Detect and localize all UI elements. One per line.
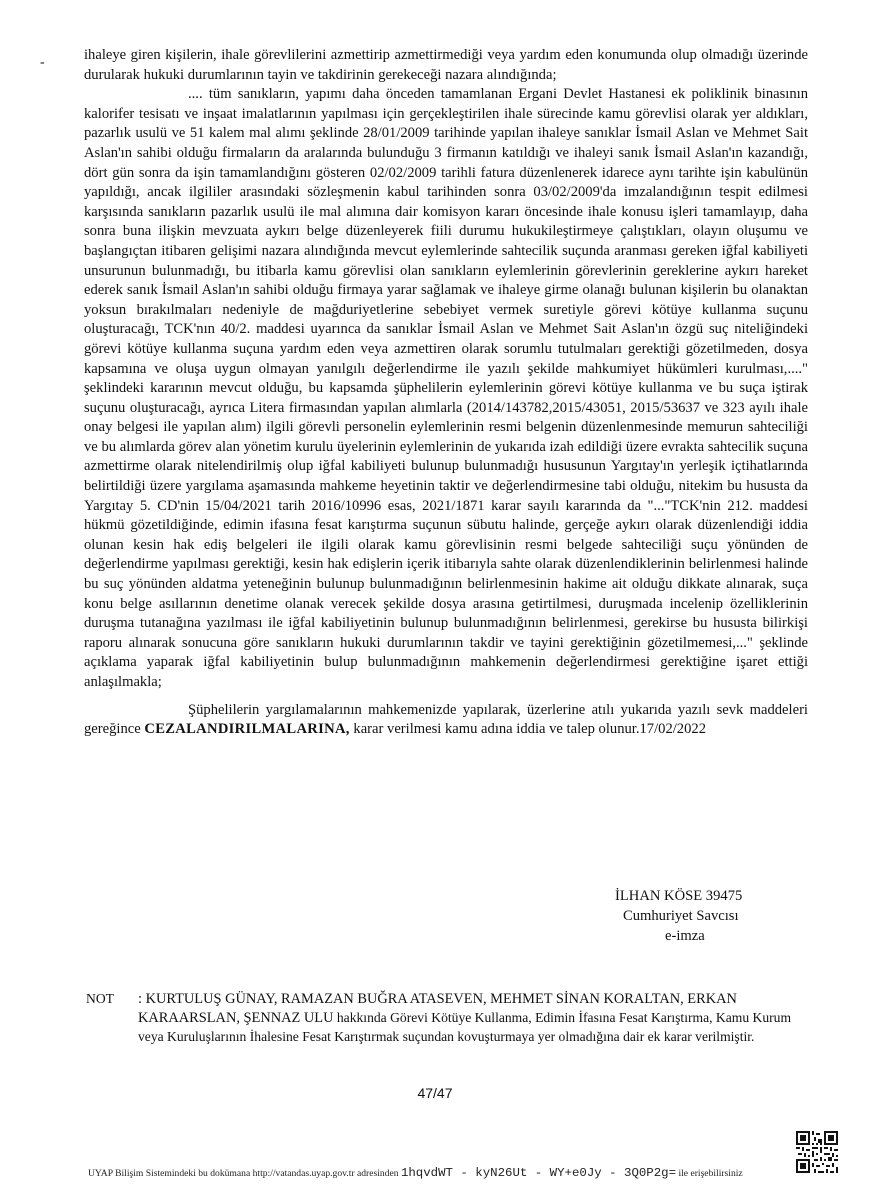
note-text: [138, 990, 810, 1045]
note-body: hakkında Görevi Kötüye Kullanma, Edimin İfasına Fesat Karıştırma, Kamu Kurum veya Kuruluşlarının İhalesine Fesat Karıştırmak suçundan kovuşturmaya yer olmadığına dair ek karar verilmiştir.: [138, 1009, 792, 1044]
margin-mark: -: [40, 55, 45, 70]
document-body: [84, 46, 808, 740]
note-label: NOT: [86, 991, 114, 1006]
page-number: 47/47: [417, 1085, 453, 1101]
closing-text-after: karar verilmesi kamu adına iddia ve talep olunur.17/02/2022: [349, 721, 706, 738]
signature-method: e-imza: [665, 928, 705, 944]
footer-prefix: UYAP Bilişim Sistemindeki bu dokümana http://vatandas.uyap.gov.tr adresinden: [88, 1168, 399, 1179]
prosecutor-title: Cumhuriyet Savcısı: [623, 908, 739, 924]
footer-verification: [88, 1166, 848, 1180]
paragraph-2: .... tüm sanıkların, yapımı daha önceden tamamlanan Ergani Devlet Hastanesi ek poliklinik binasının kalorifer tesisatı ve inşaat imalatlarının yapılması için gerçekleştirilen ihale sürecinde kamu görevlisi olarak yer aldıkları, pazarlık usulü ve 51 kalem mal alımı şeklinde 28/01/2009 tarihinde yapılan ihaleye sanıklar İsmail Aslan ve Mehmet Sait Aslan'ın sahibi olduğu firmaların da aralarında bulunduğu 3 firmanın katıldığı ve ihaleyi sanık İsmail Aslan'ın kazandığı, dört gün sonra da işin tamamlandığını gösteren 02/02/2009 tarihli fatura düzenlenerek idarece aynı tarihte işin kabulünün yapıldığı, ancak ilgililer arasındaki sözleşmenin kabul tarihinden sonra 03/02/2009'da imzalandığının tespit edilmesi karşısında sanıkların pazarlık usulü ile mal alımına dair komisyon kararı öncesinde ihale konusu işleri tamamlayıp, daha sonra buna ilişkin mevzuata aykırı belge düzenleyerek fiili durumu hukukileştirmeye çalıştıkları, olayın oluşumu ve başlangıçtan itibaren gelişimi nazara alındığında mevcut eylemlerinde sahtecilik suçunda aranması gereken iğfal kabiliyeti unsurunun bulunmadığı, bu itibarla kamu görevlisi olan sanıkların eylemlerinin görevlerinin gereklerine aykırı hareket ederek sanık İsmail Aslan'ın sahibi olduğu firmaya yarar sağlamak ve ihaleye girme olanağı bulunan kişilerin bu olanaktan yoksun bırakılmaları nedeniyle de mağduriyetlerine sebebiyet vermek suretiyle görevi kötüye kullanma suçunu oluşturacağı, TCK'nın 40/2. maddesi uyarınca da sanıklar İsmail Aslan ve Mehmet Sait Aslan'ın özgü suç niteliğindeki görevi kötüye kullanma suçuna yardım eden veya azmettiren olarak sorumlu tutulmaları gerektiği gözetilmeden, dosya kapsamına ve oluşa uygun olmayan yanılgılı değerlendirme ile yazılı şekilde mahkumiyet hükümleri kurulması,...." şeklindeki kararının mevcut olduğu, bu kapsamda şüphelilerin eylemlerinin görevi kötüye kullanma ve bu suça iştirak suçunu oluşturacağı, ayrıca Litera firmasından yapılan alımlarla (2014/143782,2015/43051, 2015/53637 ve 323 ayılı ihale onay belgesi ile yapılan alım) ilgili görevli personelin eylemlerinin resmi belgenin düzenlenmesinde memurun sahteciliği ve bu alımlarda görev alan yönetim kurulu üyelerinin eylemlerinin de yukarıda izah edildiği üzere evrakta sahtecilik suçuna azmettirme olarak nitelendirilmiş olup iğfal kabiliyeti bulunup bulunmadığı hususunun Yargıtay'ın yerleşik içtihatlarında belirtildiği üzere yargılama aşamasında mahkeme heyetinin taktir ve değerlendirmesine tabi olduğu, nitekim bu hususta da Yargıtay 5. CD'nin 15/04/2021 tarih 2016/10996 esas, 2021/1871 karar sayılı kararında da "..."TCK'nin 212. maddesi hükmü gözetildiğinde, edimin ifasına fesat karıştırma suçunun sübutu halinde, gerçeğe aykırı olarak düzenlendiği iddia olunan kesin hak ediş belgeleri ile ilgili olarak kamu görevlisinin resmi belgede sahteciliği suçu yönünden de değerlendirme yapılması gerektiği, kesin hak edişlerin içerik itibarıyla sahte olarak düzenlendiklerinin belirlenmesi halinde bu suç yönünden aldatma yeteneğinin bulunup bulunmadığının belirlenmesinin hakime ait olduğu dikkate alınarak, suça konu belge asıllarının denetime olanak verecek şekilde dosya arasına getirtilmesi, duruşmada incelenip özelliklerinin duruşma tutanağına yazılması ile iğfal kabiliyetinin bulunup bulunmadığının belirlenmesi, gerekirse bu hususta bilirkişi raporu alınarak sonucuna göre sanıkların hukuki durumlarının takdir ve tayini gerektiğinin gözetilmemesi,..." şeklinde açıklama yaparak iğfal kabiliyetinin bulup bulunmadığının mahkemenin değerlendirmesi gerektiğine işaret ettiği anlaşılmakla;: [84, 86, 808, 690]
signature-block: [615, 886, 785, 946]
note-names: : KURTULUŞ GÜNAY, RAMAZAN BUĞRA ATASEVEN, MEHMET SİNAN KORALTAN, ERKAN KARAARSLAN, ŞENNAZ ULU: [138, 991, 737, 1026]
closing-emphasis: CEZALANDIRILMALARINA,: [144, 721, 350, 738]
closing-paragraph: [84, 701, 808, 740]
paragraph-1: ihaleye giren kişilerin, ihale görevlilerini azmettirip azmettirmediği veya yardım eden konumunda olup olmadığı üzerinde durularak hukuki durumlarının tayin ve takdirinin gerekeceği nazara alındığında;: [84, 47, 808, 83]
footer-suffix: ile erişebilirsiniz: [678, 1168, 743, 1179]
prosecutor-name: İLHAN KÖSE 39475: [615, 888, 743, 904]
note-section: [86, 990, 810, 1045]
verification-code: 1hqvdWT - kyN26Ut - WY+e0Jy - 3Q0P2g=: [400, 1166, 677, 1180]
closing-text-before: Şüphelilerin yargılamalarının mahkemenizde yapılarak, üzerlerine atılı yukarıda yazılı sevk maddeleri gereğince: [84, 701, 808, 738]
